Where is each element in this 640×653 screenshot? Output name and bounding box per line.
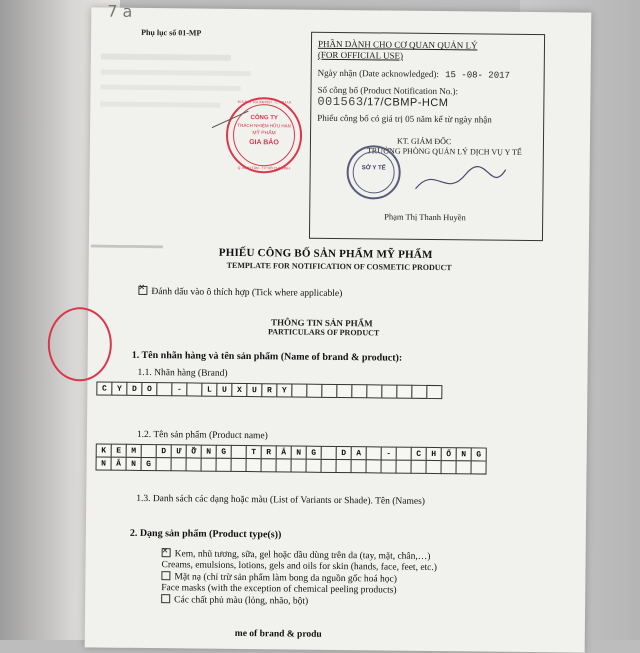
product-name-cell <box>171 457 187 471</box>
product-name-cell <box>231 458 247 472</box>
product-name-cell <box>261 458 277 472</box>
brand-grid-cell: Y <box>111 382 127 396</box>
brand-grid-cell <box>336 384 352 398</box>
brand-grid-cell: X <box>231 383 247 397</box>
company-stamp: CÔNG TY TRÁCH NHIỆM HỮU HẠN MỸ PHẨM GIA BẢO M.S.D.N: 0313097657 - C.T.N.H.H Q. BÌNH TÂN - T.P HỒ CHÍ MINH <box>226 97 303 174</box>
product-name-cell <box>186 457 202 471</box>
appendix-label: Phụ lục số 01-MP <box>141 27 202 38</box>
notification-no-label: Số công bố (Product Notification No.): <box>317 84 459 97</box>
product-name-cell: T <box>246 445 262 459</box>
product-type-2-checkbox <box>161 571 170 580</box>
product-name-cell <box>440 460 456 474</box>
product-name-cell <box>425 460 441 474</box>
product-name-cell <box>470 460 486 474</box>
brand-grid-cell: U <box>246 383 262 397</box>
product-name-cell <box>201 458 217 472</box>
product-name-grid-row2 <box>97 456 487 474</box>
product-name-cell: Ố <box>441 447 457 461</box>
product-name-cell: Ắ <box>111 457 127 471</box>
product-name-cell: M <box>126 444 142 458</box>
product-name-cell: D <box>156 444 172 458</box>
brand-grid-cell: Y <box>276 383 292 397</box>
brand-grid-cell <box>291 384 307 398</box>
product-name-cell <box>351 459 367 473</box>
signer-role-1: KT. GIÁM ĐỐC <box>396 136 452 147</box>
partial-stamp <box>47 307 112 382</box>
product-name-cell: R <box>261 445 277 459</box>
office-title-vi: PHẦN DÀNH CHO CƠ QUAN QUẢN LÝ <box>317 38 478 51</box>
product-name-cell: E <box>111 444 127 458</box>
product-name-cell: Ư <box>171 444 187 458</box>
office-title-en: (FOR OFFICIAL USE) <box>317 49 404 61</box>
brand-grid-cell <box>186 382 202 396</box>
product-name-label: 1.2. Tên sản phẩm (Product name) <box>136 429 268 442</box>
section-2-heading: 2. Dạng sản phẩm (Product type(s)) <box>129 527 282 541</box>
validity-note: Phiếu công bố có giá trị 05 năm kể từ ngày nhận <box>317 112 492 125</box>
product-name-cell <box>291 459 307 473</box>
product-name-cell <box>395 460 411 474</box>
product-name-cell: C <box>411 447 427 461</box>
brand-label: 1.1. Nhãn hàng (Brand) <box>137 367 228 379</box>
official-use-box <box>309 32 545 241</box>
product-name-cell: H <box>426 447 442 461</box>
form-title-vi: PHIẾU CÔNG BỐ SẢN PHẨM MỸ PHẨM <box>218 246 433 261</box>
product-name-cell <box>336 459 352 473</box>
product-name-cell <box>410 460 426 474</box>
brand-grid-cell <box>411 385 427 399</box>
product-type-2: Mặt nạ (chỉ trừ sản phẩm làm bong da nguồn gốc hoá học) Face masks (with the exception of chemical peeling products) <box>161 572 397 596</box>
product-name-cell <box>216 458 232 472</box>
section-1-heading: 1. Tên nhãn hàng và tên sản phẩm (Name of brand & product): <box>131 349 403 364</box>
product-name-cell <box>321 459 337 473</box>
next-page-fragment: me of brand & produ <box>234 628 322 640</box>
official-signature <box>410 159 510 205</box>
handwritten-note: 7 a <box>107 1 133 21</box>
brand-grid-cell <box>156 382 172 396</box>
product-name-cell <box>276 458 292 472</box>
brand-grid-cell: U <box>216 383 232 397</box>
info-title-vi: THÔNG TIN SẢN PHẨM <box>271 317 373 329</box>
document-sheet <box>85 1 592 652</box>
product-name-cell: G <box>306 446 322 460</box>
product-name-cell: - <box>381 446 397 460</box>
product-name-cell: N <box>291 446 307 460</box>
product-type-3-checkbox <box>161 594 170 603</box>
product-name-cell: Ỡ <box>186 444 202 458</box>
official-stamp: SỞ Y TẾ <box>346 145 401 200</box>
product-type-1-checkbox <box>162 548 171 557</box>
brand-grid-cell <box>366 384 382 398</box>
tick-note: ✕Đánh dấu vào ô thích hợp (Tick where applicable) <box>138 286 342 299</box>
product-name-cell: N <box>456 447 472 461</box>
brand-grid-cell <box>381 384 397 398</box>
ghost-heading: ▬▬▬▬▬▬▬▬ <box>90 239 163 251</box>
product-name-cell: D <box>336 446 352 460</box>
brand-grid-cell: R <box>261 383 277 397</box>
brand-grid-cell: L <box>201 383 217 397</box>
product-name-cell <box>306 459 322 473</box>
product-type-1: ✕Kem, nhũ tương, sữa, gel hoặc dầu dùng trên da (tay, mặt, chân,…) Creams, emulsions, lotions, gels and oils for skin (hands, face, feet, etc.) <box>161 548 437 574</box>
product-name-cell: N <box>126 457 142 471</box>
product-name-cell <box>156 457 172 471</box>
product-name-cell: G <box>216 445 232 459</box>
form-title-en: TEMPLATE FOR NOTIFICATION OF COSMETIC PRODUCT <box>226 260 452 273</box>
brand-grid-cell <box>426 385 442 399</box>
product-name-cell: Ắ <box>276 445 292 459</box>
brand-grid-cell <box>306 384 322 398</box>
product-name-cell <box>455 460 471 474</box>
brand-grid-cell <box>321 384 337 398</box>
date-label: Ngày nhận (Date acknowledged): <box>317 67 439 80</box>
brand-grid-cell <box>351 384 367 398</box>
product-name-cell: N <box>96 456 112 470</box>
tick-note-checkbox <box>138 286 147 295</box>
product-name-cell: G <box>471 447 487 461</box>
variants-label: 1.3. Danh sách các dạng hoặc màu (List of Variants or Shade). Tên (Names) <box>136 493 426 507</box>
signer-name: Phạm Thị Thanh Huyền <box>384 211 466 223</box>
product-name-cell <box>366 459 382 473</box>
product-name-cell <box>381 459 397 473</box>
product-name-cell: A <box>351 446 367 460</box>
product-name-cell <box>246 458 262 472</box>
brand-grid-cell <box>396 385 412 399</box>
brand-grid-cell: D <box>126 382 142 396</box>
product-name-cell: N <box>201 445 217 459</box>
brand-grid-cell: O <box>141 382 157 396</box>
product-name-cell: K <box>96 443 112 457</box>
brand-grid-cell: - <box>171 382 187 396</box>
brand-grid-cell: C <box>96 381 112 395</box>
info-title-en: PARTICULARS OF PRODUCT <box>267 327 380 338</box>
date-value: 15 -08- 2017 <box>445 70 510 81</box>
signer-role-2: TRƯỞNG PHÒNG QUẢN LÝ DỊCH VỤ Y TẾ <box>366 146 522 157</box>
product-name-cell: G <box>141 457 157 471</box>
notification-no-prefix: 001563 <box>317 94 364 110</box>
brand-grid <box>97 381 442 399</box>
notification-no-suffix: /17/CBMP-HCM <box>363 96 449 110</box>
product-type-3: Các chất phủ màu (lỏng, nhão, bột) <box>161 594 308 607</box>
